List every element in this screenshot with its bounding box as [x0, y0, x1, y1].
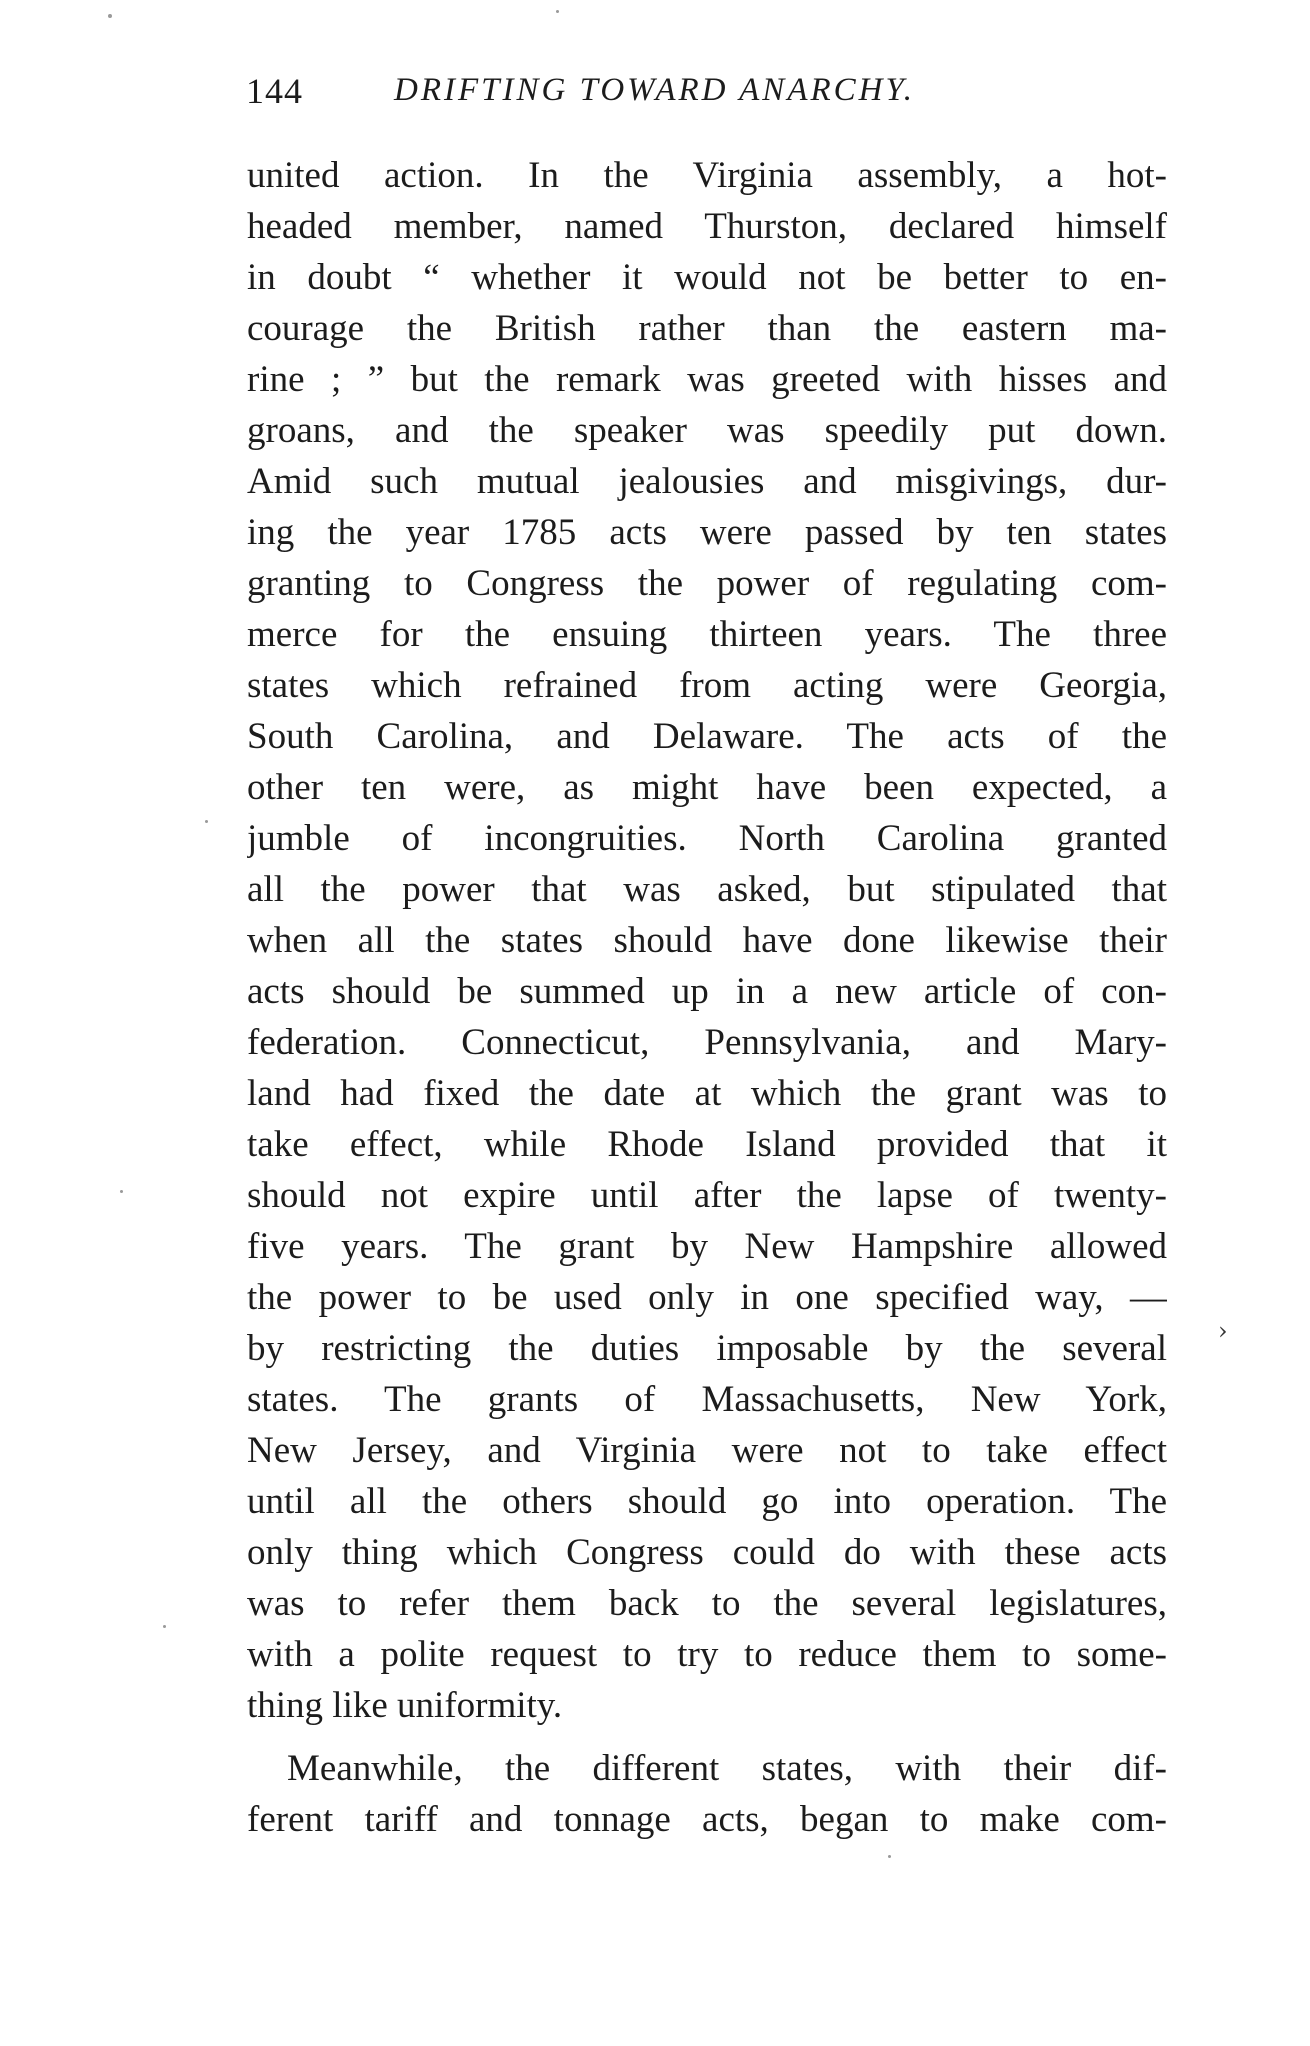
text-line: Meanwhile, the different states, with their dif- — [287, 1748, 1167, 1789]
text-line: ing the year 1785 acts were passed by ten states — [247, 512, 1167, 553]
text-line: with a polite request to try to reduce them to some- — [247, 1634, 1167, 1675]
paper-speck — [556, 10, 559, 13]
text-line: headed member, named Thurston, declared himself — [247, 206, 1167, 247]
paper-speck — [120, 1190, 123, 1193]
paragraph-2 — [247, 1743, 1167, 1845]
text-line: states which refrained from acting were Georgia, — [247, 665, 1167, 706]
text-line: united action. In the Virginia assembly, a hot- — [247, 155, 1167, 196]
paper-speck — [163, 1625, 166, 1628]
text-line: groans, and the speaker was speedily put down. — [247, 410, 1167, 451]
text-line: five years. The grant by New Hampshire allowed — [247, 1226, 1167, 1267]
text-line: other ten were, as might have been expected, a — [247, 767, 1167, 808]
text-line: until all the others should go into operation. The — [247, 1481, 1167, 1522]
text-line: by restricting the duties imposable by the several — [247, 1328, 1167, 1369]
text-line: the power to be used only in one specified way, — — [247, 1277, 1167, 1318]
text-line: jumble of incongruities. North Carolina granted — [247, 818, 1167, 859]
text-line: in doubt “ whether it would not be better to en- — [247, 257, 1167, 298]
text-line: Amid such mutual jealousies and misgivings, dur- — [247, 461, 1167, 502]
text-line: when all the states should have done likewise their — [247, 920, 1167, 961]
paper-speck — [888, 1855, 891, 1858]
paper-speck — [108, 14, 112, 18]
text-line: merce for the ensuing thirteen years. The three — [247, 614, 1167, 655]
margin-mark: › — [1218, 1317, 1228, 1345]
paper-speck — [205, 820, 208, 823]
text-line: rine ; ” but the remark was greeted with hisses and — [247, 359, 1167, 400]
text-line: states. The grants of Massachusetts, New York, — [247, 1379, 1167, 1420]
text-line: acts should be summed up in a new article of con- — [247, 971, 1167, 1012]
text-line: all the power that was asked, but stipulated that — [247, 869, 1167, 910]
text-line: granting to Congress the power of regulating com- — [247, 563, 1167, 604]
paragraph-1 — [247, 150, 1167, 1731]
text-line: federation. Connecticut, Pennsylvania, and Mary- — [247, 1022, 1167, 1063]
running-head: DRIFTING TOWARD ANARCHY. — [394, 72, 916, 108]
paragraph-gap — [247, 1731, 1167, 1743]
text-line: take effect, while Rhode Island provided that it — [247, 1124, 1167, 1165]
text-line: courage the British rather than the eastern ma- — [247, 308, 1167, 349]
text-line: New Jersey, and Virginia were not to take effect — [247, 1430, 1167, 1471]
text-line: was to refer them back to the several legislatures, — [247, 1583, 1167, 1624]
text-line: South Carolina, and Delaware. The acts of the — [247, 716, 1167, 757]
page-number: 144 — [246, 71, 303, 111]
body-text — [247, 150, 1167, 1845]
page-header — [246, 70, 1166, 130]
text-line: thing like uniformity. — [247, 1685, 563, 1726]
text-line: should not expire until after the lapse of twenty- — [247, 1175, 1167, 1216]
text-line: ferent tariff and tonnage acts, began to make com- — [247, 1799, 1167, 1840]
text-line: land had fixed the date at which the grant was to — [247, 1073, 1167, 1114]
text-line: only thing which Congress could do with these acts — [247, 1532, 1167, 1573]
